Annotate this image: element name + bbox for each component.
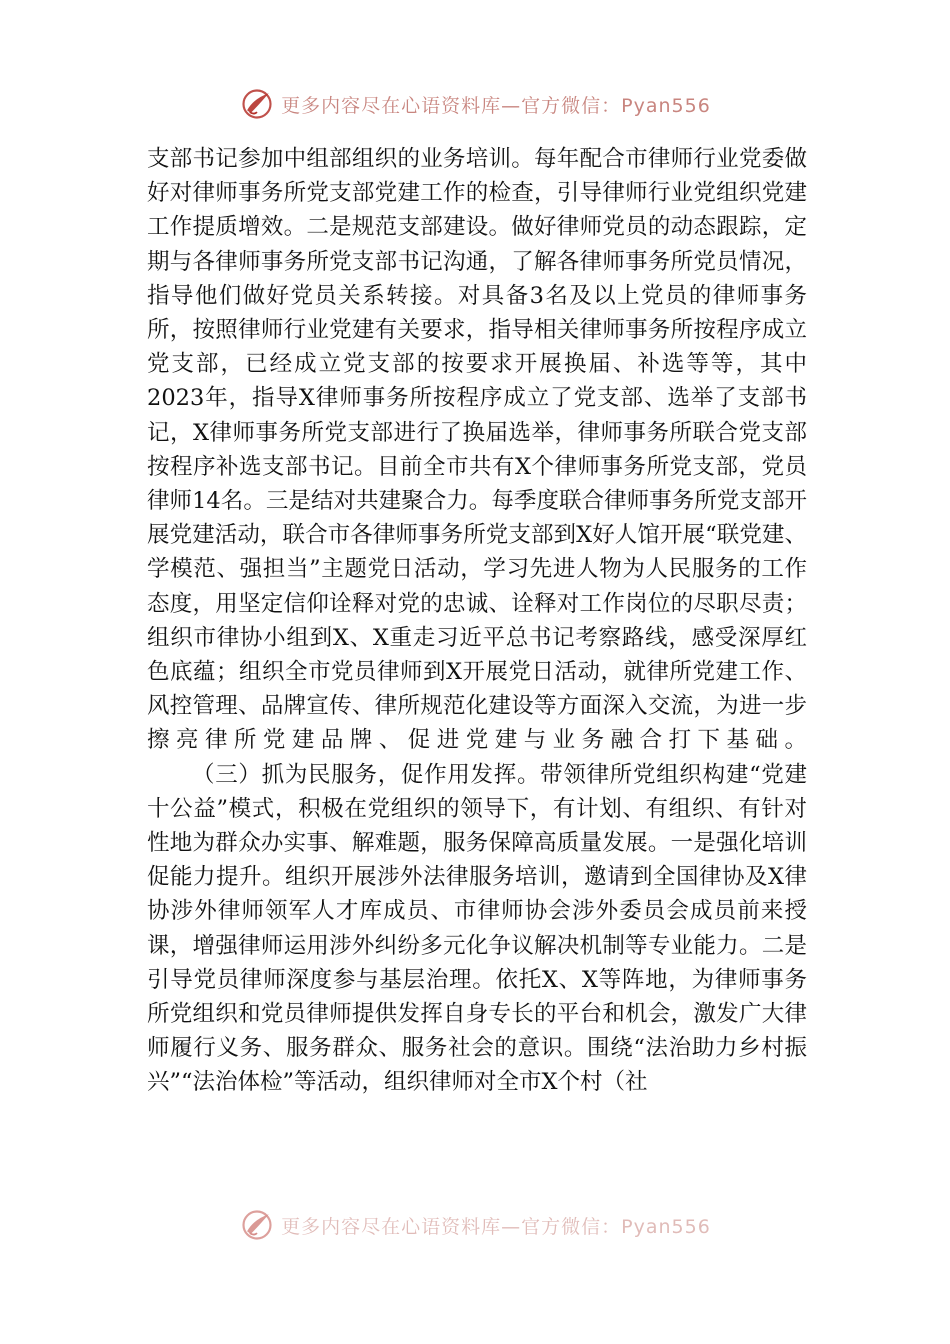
paragraph: （三）抓为民服务，促作用发挥。带领律所党组织构建“党建十公益”模式，积极在党组织的领导下，有计划、有组织、有针对性地为群众办实事、解难题，服务保障高质量发展。一是强化培训促能力提升。组织开展涉外法律服务培训，邀请到全国律协及X律协涉外律师领军人才库成员、市律师协会涉外委员会成员前来授课，增强律师运用涉外纠纷多元化争议解决机制等专业能力。二是引导党员律师深度参与基层治理。依托X、X等阵地，为律师事务所党组织和党员律师提供发挥自身专长的平台和机会，激发广大律师履行义务、服务群众、服务社会的意识。围绕“法治助力乡村振兴”“法治体检”等活动，组织律师对全市X个村（社	[147, 761, 807, 1096]
watermark-text: 更多内容尽在心语资料库—官方微信：Pyan556	[281, 1215, 711, 1238]
watermark-text: 更多内容尽在心语资料库—官方微信：Pyan556	[281, 94, 711, 117]
brush-logo-icon	[239, 1207, 275, 1243]
document-body	[147, 142, 807, 1100]
paragraph: 支部书记参加中组部组织的业务培训。每年配合市律师行业党委做好对律师事务所党支部党建工作的检查，引导律师行业党组织党建工作提质增效。二是规范支部建设。做好律师党员的动态跟踪，定期与各律师事务所党支部书记沟通，了解各律师事务所党员情况，指导他们做好党员关系转接。对具备3名及以上党员的律师事务所，按照律师行业党建有关要求，指导相关律师事务所按程序成立党支部，已经成立党支部的按要求开展换届、补选等等，其中2023年，指导X律师事务所按程序成立了党支部、选举了支部书记，X律师事务所党支部进行了换届选举，律师事务所联合党支部按程序补选支部书记。目前全市共有X个律师事务所党支部，党员律师14名。三是结对共建聚合力。每季度联合律师事务所党支部开展党建活动，联合市各律师事务所党支部到X好人馆开展“联党建、学模范、强担当”主题党日活动，学习先进人物为人民服务的工作态度，用坚定信仰诠释对党的忠诚、诠释对工作岗位的尽职尽责；组织市律协小组到X、X重走习近平总书记考察路线，感受深厚红色底蕴；组织全市党员律师到X开展党日活动，就律所党建工作、风控管理、品牌宣传、律所规范化建设等方面深入交流，为进一步擦亮律所党建品牌、促进党建与业务融合打下基础。	[147, 146, 807, 754]
watermark-footer	[0, 1205, 950, 1245]
brush-logo-icon	[239, 86, 275, 122]
watermark-header	[0, 84, 950, 124]
